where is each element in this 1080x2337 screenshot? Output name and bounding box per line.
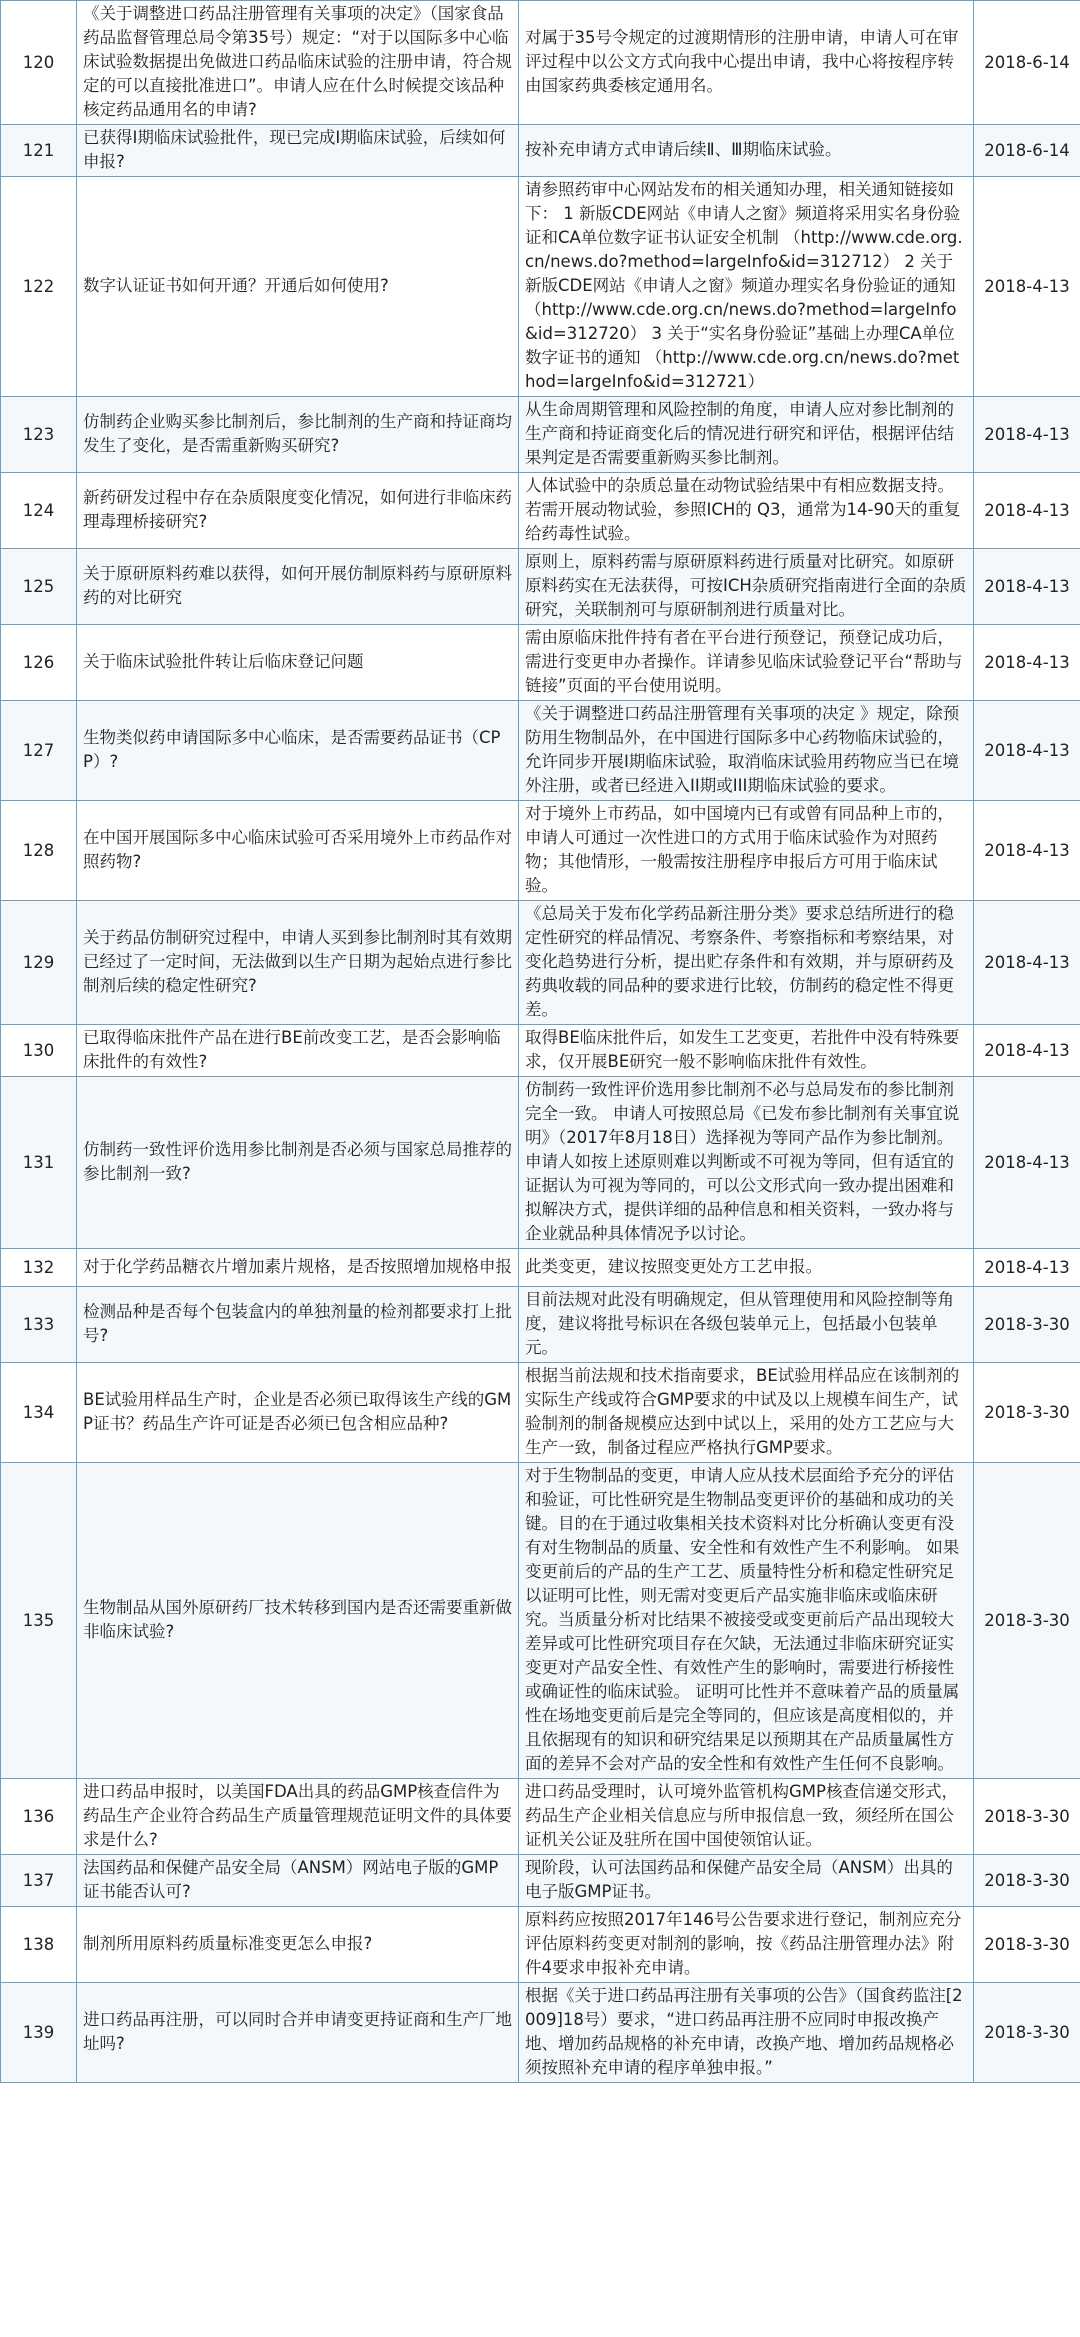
answer-date: 2018-4-13 xyxy=(974,1249,1080,1287)
table-row xyxy=(1,1249,1080,1287)
answer-text: 《总局关于发布化学药品新注册分类》要求总结所进行的稳定性研究的样品情况、考察条件、考察指标和考察结果，对变化趋势进行分析，提出贮存条件和有效期，并与原研药及药典收载的同品种的要求进行比较，仿制药的稳定性不得更差。 xyxy=(519,901,974,1025)
question-number: 125 xyxy=(1,549,77,625)
question-text: 仿制药一致性评价选用参比制剂是否必须与国家总局推荐的参比制剂一致? xyxy=(77,1077,519,1249)
answer-date: 2018-4-13 xyxy=(974,625,1080,701)
answer-date: 2018-3-30 xyxy=(974,1855,1080,1907)
table-row xyxy=(1,1983,1080,2083)
answer-date: 2018-4-13 xyxy=(974,549,1080,625)
table-row xyxy=(1,397,1080,473)
table-row xyxy=(1,1025,1080,1077)
answer-text: 请参照药审中心网站发布的相关通知办理，相关通知链接如下： 1 新版CDE网站《申请人之窗》频道将采用实名身份验证和CA单位数字证书认证安全机制 （http://www.cde.org.cn/news.do?method=largeInfo&id=312712） 2 关于新版CDE网站《申请人之窗》频道办理实名身份验证的通知 （http://www.cde.org.cn/news.do?method=largeInfo&id=312720） 3 关于“实名身份验证”基础上办理CA单位数字证书的通知 （http://www.cde.org.cn/news.do?method=largeInfo&id=312721） xyxy=(519,177,974,397)
answer-text: 对于境外上市药品，如中国境内已有或曾有同品种上市的，申请人可通过一次性进口的方式用于临床试验作为对照药物；其他情形，一般需按注册程序申报后方可用于临床试验。 xyxy=(519,801,974,901)
table-row xyxy=(1,1077,1080,1249)
question-text: 新药研发过程中存在杂质限度变化情况，如何进行非临床药理毒理桥接研究? xyxy=(77,473,519,549)
answer-date: 2018-3-30 xyxy=(974,1363,1080,1463)
question-number: 120 xyxy=(1,1,77,125)
table-row xyxy=(1,1363,1080,1463)
answer-text: 对属于35号令规定的过渡期情形的注册申请，申请人可在审评过程中以公文方式向我中心提出申请，我中心将按程序转由国家药典委核定通用名。 xyxy=(519,1,974,125)
answer-text: 《关于调整进口药品注册管理有关事项的决定 》规定，除预防用生物制品外，在中国进行国际多中心药物临床试验的，允许同步开展I期临床试验，取消临床试验用药物应当已在境外注册，或者已经进入II期或III期临床试验的要求。 xyxy=(519,701,974,801)
answer-text: 对于生物制品的变更，申请人应从技术层面给予充分的评估和验证，可比性研究是生物制品变更评价的基础和成功的关键。目的在于通过收集相关技术资料对比分析确认变更有没有对生物制品的质量、安全性和有效性产生不利影响。 如果变更前后的产品的生产工艺、质量特性分析和稳定性研究足以证明可比性，则无需对变更后产品实施非临床或临床研究。当质量分析对比结果不被接受或变更前后产品出现较大差异或可比性研究项目存在欠缺，无法通过非临床研究证实变更对产品安全性、有效性产生的影响时，需要进行桥接性或确证性的临床试验。 证明可比性并不意味着产品的质量属性在场地变更前后是完全等同的，但应该是高度相似的，并且依据现有的知识和研究结果足以预期其在产品质量属性方面的差异不会对产品的安全性和有效性产生任何不良影响。 xyxy=(519,1463,974,1779)
question-text: 《关于调整进口药品注册管理有关事项的决定》（国家食品药品监督管理总局令第35号）规定：“对于以国际多中心临床试验数据提出免做进口药品临床试验的注册申请，符合规定的可以直接批准进口”。申请人应在什么时候提交该品种核定药品通用名的申请? xyxy=(77,1,519,125)
question-text: 法国药品和保健产品安全局（ANSM）网站电子版的GMP证书能否认可? xyxy=(77,1855,519,1907)
table-row xyxy=(1,549,1080,625)
answer-text: 原料药应按照2017年146号公告要求进行登记，制剂应充分评估原料药变更对制剂的影响，按《药品注册管理办法》附件4要求申报补充申请。 xyxy=(519,1907,974,1983)
answer-text: 从生命周期管理和风险控制的角度，申请人应对参比制剂的生产商和持证商变化后的情况进行研究和评估，根据评估结果判定是否需要重新购买参比制剂。 xyxy=(519,397,974,473)
table-row xyxy=(1,701,1080,801)
question-number: 136 xyxy=(1,1779,77,1855)
table-row xyxy=(1,1463,1080,1779)
question-text: 制剂所用原料药质量标准变更怎么申报? xyxy=(77,1907,519,1983)
answer-date: 2018-4-13 xyxy=(974,397,1080,473)
answer-date: 2018-3-30 xyxy=(974,1287,1080,1363)
table-row xyxy=(1,177,1080,397)
answer-date: 2018-3-30 xyxy=(974,1463,1080,1779)
answer-text: 原则上，原料药需与原研原料药进行质量对比研究。如原研原料药实在无法获得，可按ICH杂质研究指南进行全面的杂质研究，关联制剂可与原研制剂进行质量对比。 xyxy=(519,549,974,625)
answer-date: 2018-4-13 xyxy=(974,1077,1080,1249)
question-number: 127 xyxy=(1,701,77,801)
answer-text: 人体试验中的杂质总量在动物试验结果中有相应数据支持。若需开展动物试验，参照ICH的 Q3，通常为14-90天的重复给药毒性试验。 xyxy=(519,473,974,549)
table-row xyxy=(1,801,1080,901)
question-number: 122 xyxy=(1,177,77,397)
table-row xyxy=(1,473,1080,549)
table-row xyxy=(1,625,1080,701)
question-number: 137 xyxy=(1,1855,77,1907)
answer-text: 取得BE临床批件后，如发生工艺变更，若批件中没有特殊要求，仅开展BE研究一般不影响临床批件有效性。 xyxy=(519,1025,974,1077)
answer-text: 按补充申请方式申请后续Ⅱ、Ⅲ期临床试验。 xyxy=(519,125,974,177)
question-text: 检测品种是否每个包装盒内的单独剂量的检剂都要求打上批号? xyxy=(77,1287,519,1363)
answer-text: 进口药品受理时，认可境外监管机构GMP核查信递交形式，药品生产企业相关信息应与所申报信息一致，须经所在国公证机关公证及驻所在国中国使领馆认证。 xyxy=(519,1779,974,1855)
question-text: 已取得临床批件产品在进行BE前改变工艺，是否会影响临床批件的有效性? xyxy=(77,1025,519,1077)
question-number: 124 xyxy=(1,473,77,549)
question-number: 138 xyxy=(1,1907,77,1983)
question-number: 123 xyxy=(1,397,77,473)
answer-date: 2018-3-30 xyxy=(974,1779,1080,1855)
question-text: 对于化学药品糖衣片增加素片规格，是否按照增加规格申报 xyxy=(77,1249,519,1287)
answer-text: 现阶段，认可法国药品和保健产品安全局（ANSM）出具的电子版GMP证书。 xyxy=(519,1855,974,1907)
question-number: 130 xyxy=(1,1025,77,1077)
answer-text: 根据《关于进口药品再注册有关事项的公告》（国食药监注[2009]18号）要求，“进口药品再注册不应同时申报改换产地、增加药品规格的补充申请，改换产地、增加药品规格必须按照补充申请的程序单独申报。” xyxy=(519,1983,974,2083)
question-number: 131 xyxy=(1,1077,77,1249)
question-text: 生物类似药申请国际多中心临床，是否需要药品证书（CPP）? xyxy=(77,701,519,801)
question-number: 133 xyxy=(1,1287,77,1363)
table-row xyxy=(1,1855,1080,1907)
question-number: 129 xyxy=(1,901,77,1025)
question-number: 135 xyxy=(1,1463,77,1779)
answer-date: 2018-4-13 xyxy=(974,801,1080,901)
answer-date: 2018-6-14 xyxy=(974,1,1080,125)
question-number: 139 xyxy=(1,1983,77,2083)
table-row xyxy=(1,1779,1080,1855)
question-number: 128 xyxy=(1,801,77,901)
question-text: 进口药品申报时，以美国FDA出具的药品GMP核查信件为药品生产企业符合药品生产质量管理规范证明文件的具体要求是什么? xyxy=(77,1779,519,1855)
answer-text: 根据当前法规和技术指南要求，BE试验用样品应在该制剂的实际生产线或符合GMP要求的中试及以上规模车间生产，试验制剂的制备规模应达到中试以上，采用的处方工艺应与大生产一致，制备过程应严格执行GMP要求。 xyxy=(519,1363,974,1463)
question-number: 121 xyxy=(1,125,77,177)
question-number: 134 xyxy=(1,1363,77,1463)
question-text: BE试验用样品生产时，企业是否必须已取得该生产线的GMP证书？药品生产许可证是否必须已包含相应品种? xyxy=(77,1363,519,1463)
answer-date: 2018-3-30 xyxy=(974,1983,1080,2083)
answer-date: 2018-4-13 xyxy=(974,701,1080,801)
question-text: 在中国开展国际多中心临床试验可否采用境外上市药品作对照药物? xyxy=(77,801,519,901)
answer-text: 需由原临床批件持有者在平台进行预登记，预登记成功后，需进行变更申办者操作。详请参见临床试验登记平台“帮助与链接”页面的平台使用说明。 xyxy=(519,625,974,701)
question-text: 生物制品从国外原研药厂技术转移到国内是否还需要重新做非临床试验? xyxy=(77,1463,519,1779)
question-text: 关于临床试验批件转让后临床登记问题 xyxy=(77,625,519,701)
question-number: 126 xyxy=(1,625,77,701)
answer-date: 2018-3-30 xyxy=(974,1907,1080,1983)
table-row xyxy=(1,1,1080,125)
answer-text: 仿制药一致性评价选用参比制剂不必与总局发布的参比制剂完全一致。 申请人可按照总局《已发布参比制剂有关事宜说明》（2017年8月18日）选择视为等同产品作为参比制剂。申请人如按上述原则难以判断或不可视为等同，但有适宜的证据认为可视为等同的，可以公文形式向一致办提出困难和拟解决方式，提供详细的品种信息和相关资料，一致办将与企业就品种具体情况予以讨论。 xyxy=(519,1077,974,1249)
faq-table-body xyxy=(1,1,1080,2083)
answer-text: 目前法规对此没有明确规定，但从管理使用和风险控制等角度，建议将批号标识在各级包装单元上，包括最小包装单元。 xyxy=(519,1287,974,1363)
table-row xyxy=(1,1907,1080,1983)
table-row xyxy=(1,901,1080,1025)
question-text: 已获得I期临床试验批件，现已完成Ⅰ期临床试验，后续如何申报? xyxy=(77,125,519,177)
question-text: 关于原研原料药难以获得，如何开展仿制原料药与原研原料药的对比研究 xyxy=(77,549,519,625)
question-text: 进口药品再注册，可以同时合并申请变更持证商和生产厂地址吗? xyxy=(77,1983,519,2083)
answer-text: 此类变更，建议按照变更处方工艺申报。 xyxy=(519,1249,974,1287)
answer-date: 2018-4-13 xyxy=(974,177,1080,397)
table-row xyxy=(1,1287,1080,1363)
question-text: 数字认证证书如何开通？开通后如何使用? xyxy=(77,177,519,397)
answer-date: 2018-4-13 xyxy=(974,901,1080,1025)
table-row xyxy=(1,125,1080,177)
answer-date: 2018-4-13 xyxy=(974,473,1080,549)
question-text: 关于药品仿制研究过程中，申请人买到参比制剂时其有效期已经过了一定时间，无法做到以生产日期为起始点进行参比制剂后续的稳定性研究? xyxy=(77,901,519,1025)
answer-date: 2018-4-13 xyxy=(974,1025,1080,1077)
question-number: 132 xyxy=(1,1249,77,1287)
answer-date: 2018-6-14 xyxy=(974,125,1080,177)
question-text: 仿制药企业购买参比制剂后，参比制剂的生产商和持证商均发生了变化，是否需重新购买研究? xyxy=(77,397,519,473)
